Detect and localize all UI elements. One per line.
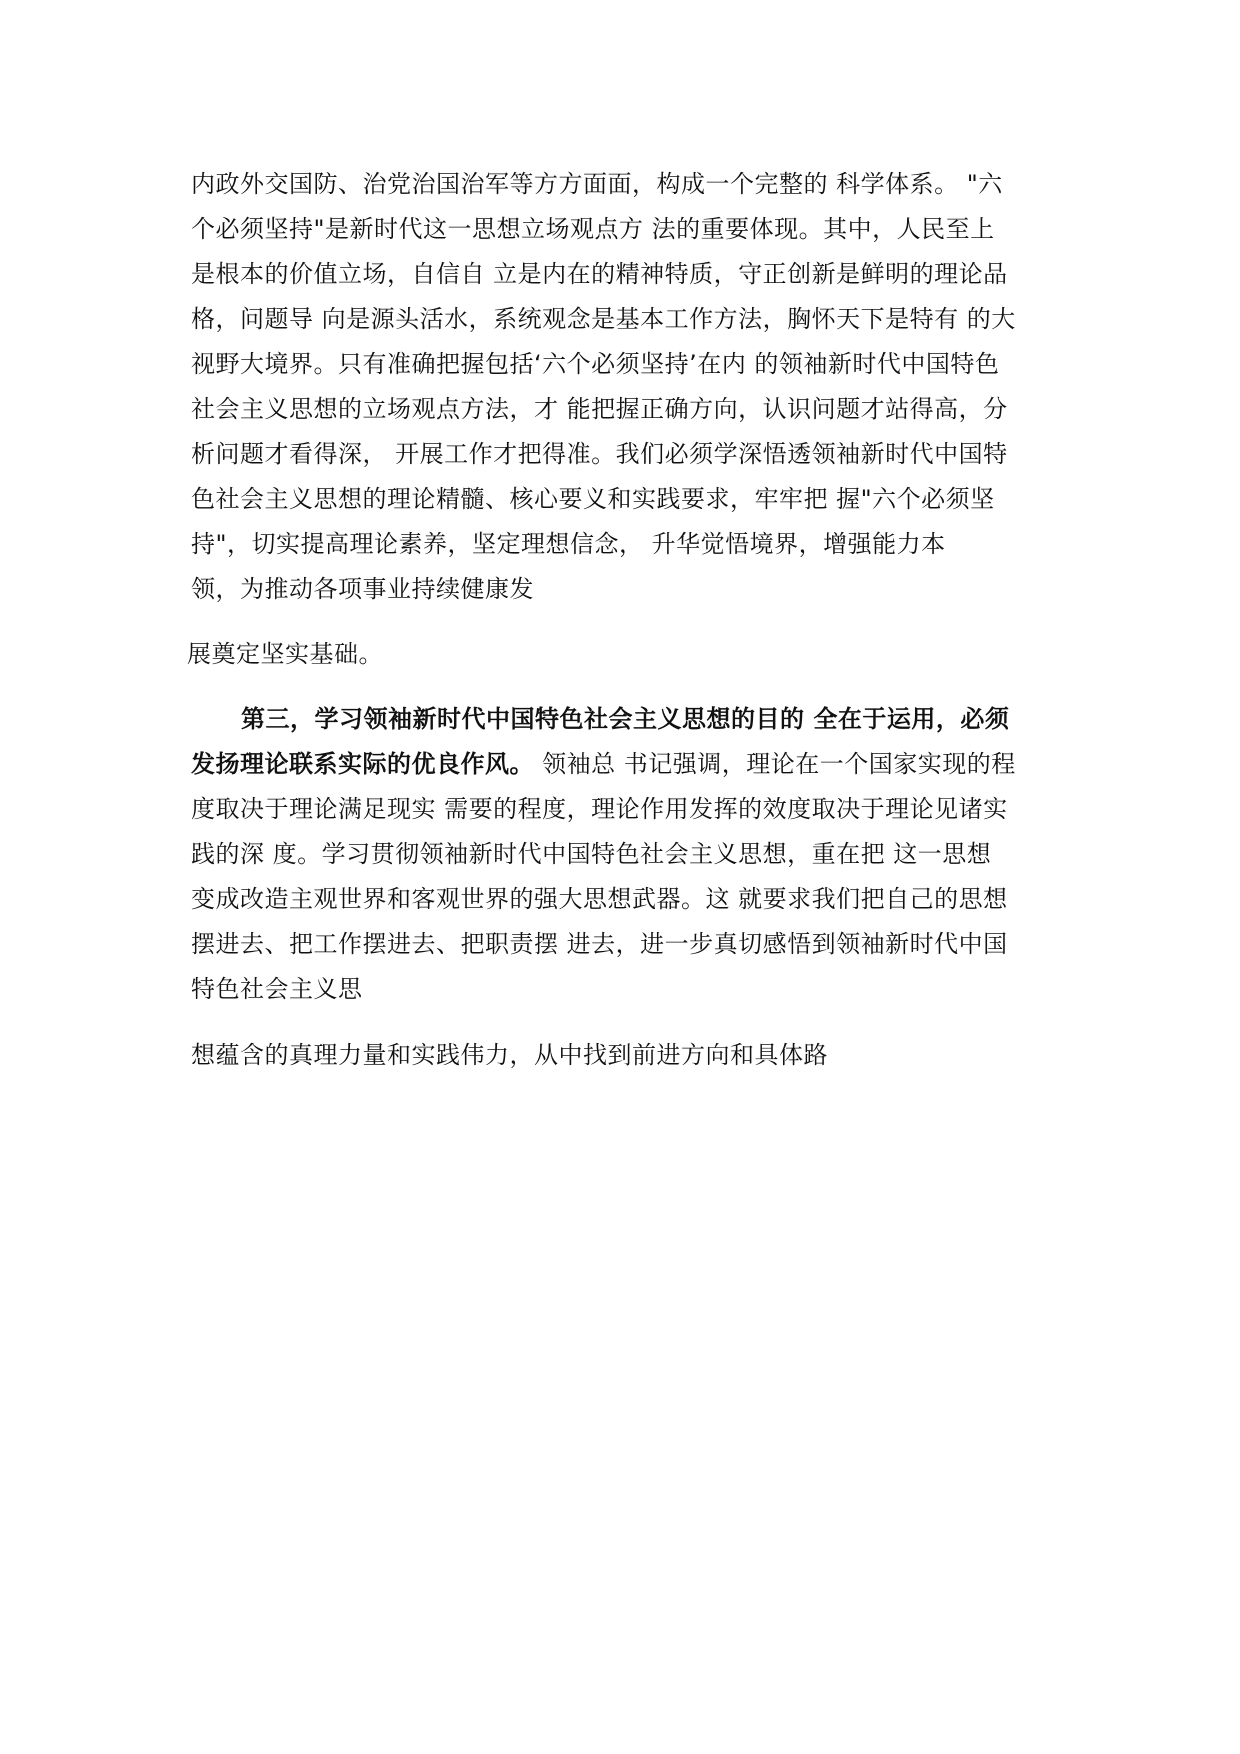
paragraph-3-heading-line-2: 发扬理论联系实际的优良作风。 bbox=[191, 750, 534, 778]
text-line: 视野大境界。只有准确把握包括‘六个必须坚持’在内 的领袖新时代中国特色 bbox=[191, 350, 1000, 378]
text-line: 析问题才看得深， 开展工作才把得准。我们必须学深悟透领袖新时代中国特 bbox=[191, 440, 1008, 468]
paragraph-3-line-2 bbox=[191, 742, 1071, 786]
text-line: 变成改造主观世界和客观世界的强大思想武器。这 就要求我们把自己的思想 bbox=[191, 885, 1008, 913]
text-line: 内政外交国防、治党治国治军等方方面面，构成一个完整的 科学体系。 "六 bbox=[191, 170, 1003, 198]
paragraph-3-heading-line-1: 第三，学习领袖新时代中国特色社会主义思想的目的 全在于运用，必须 bbox=[241, 705, 1010, 733]
text-line: 色社会主义思想的理论精髓、核心要义和实践要求，牢牢把 握"六个必须坚 bbox=[191, 485, 995, 513]
text-line: 特色社会主义思 bbox=[191, 975, 363, 1003]
text-line: 领，为推动各项事业持续健康发 bbox=[191, 575, 534, 603]
text-line: 持"，切实提高理论素养，坚定理想信念， 升华觉悟境界，增强能力本 bbox=[191, 530, 946, 558]
text-line: 摆进去、把工作摆进去、把职责摆 进去，进一步真切感悟到领袖新时代中国 bbox=[191, 930, 1008, 958]
paragraph-3-line-2-rest: 领袖总 书记强调，理论在一个国家实现的程 bbox=[534, 750, 1016, 778]
text-line: 践的深 度。学习贯彻领袖新时代中国特色社会主义思想，重在把 这一思想 bbox=[191, 840, 992, 868]
paragraph-4: 想蕴含的真理力量和实践伟力，从中找到前进方向和具体路 bbox=[191, 1041, 828, 1069]
text-line: 格，问题导 向是源头活水，系统观念是基本工作方法，胸怀天下是特有 的大 bbox=[191, 305, 1016, 333]
text-line: 度取决于理论满足现实 需要的程度，理论作用发挥的效度取决于理论见诸实 bbox=[191, 795, 1008, 823]
text-line: 个必须坚持"是新时代这一思想立场观点方 法的重要体现。其中，人民至上 bbox=[191, 215, 995, 243]
paragraph-2: 展奠定坚实基础。 bbox=[187, 640, 383, 668]
text-line: 是根本的价值立场，自信自 立是内在的精神特质，守正创新是鲜明的理论品 bbox=[191, 260, 1008, 288]
text-line: 社会主义思想的立场观点方法，才 能把握正确方向，认识问题才站得高，分 bbox=[191, 395, 1008, 423]
